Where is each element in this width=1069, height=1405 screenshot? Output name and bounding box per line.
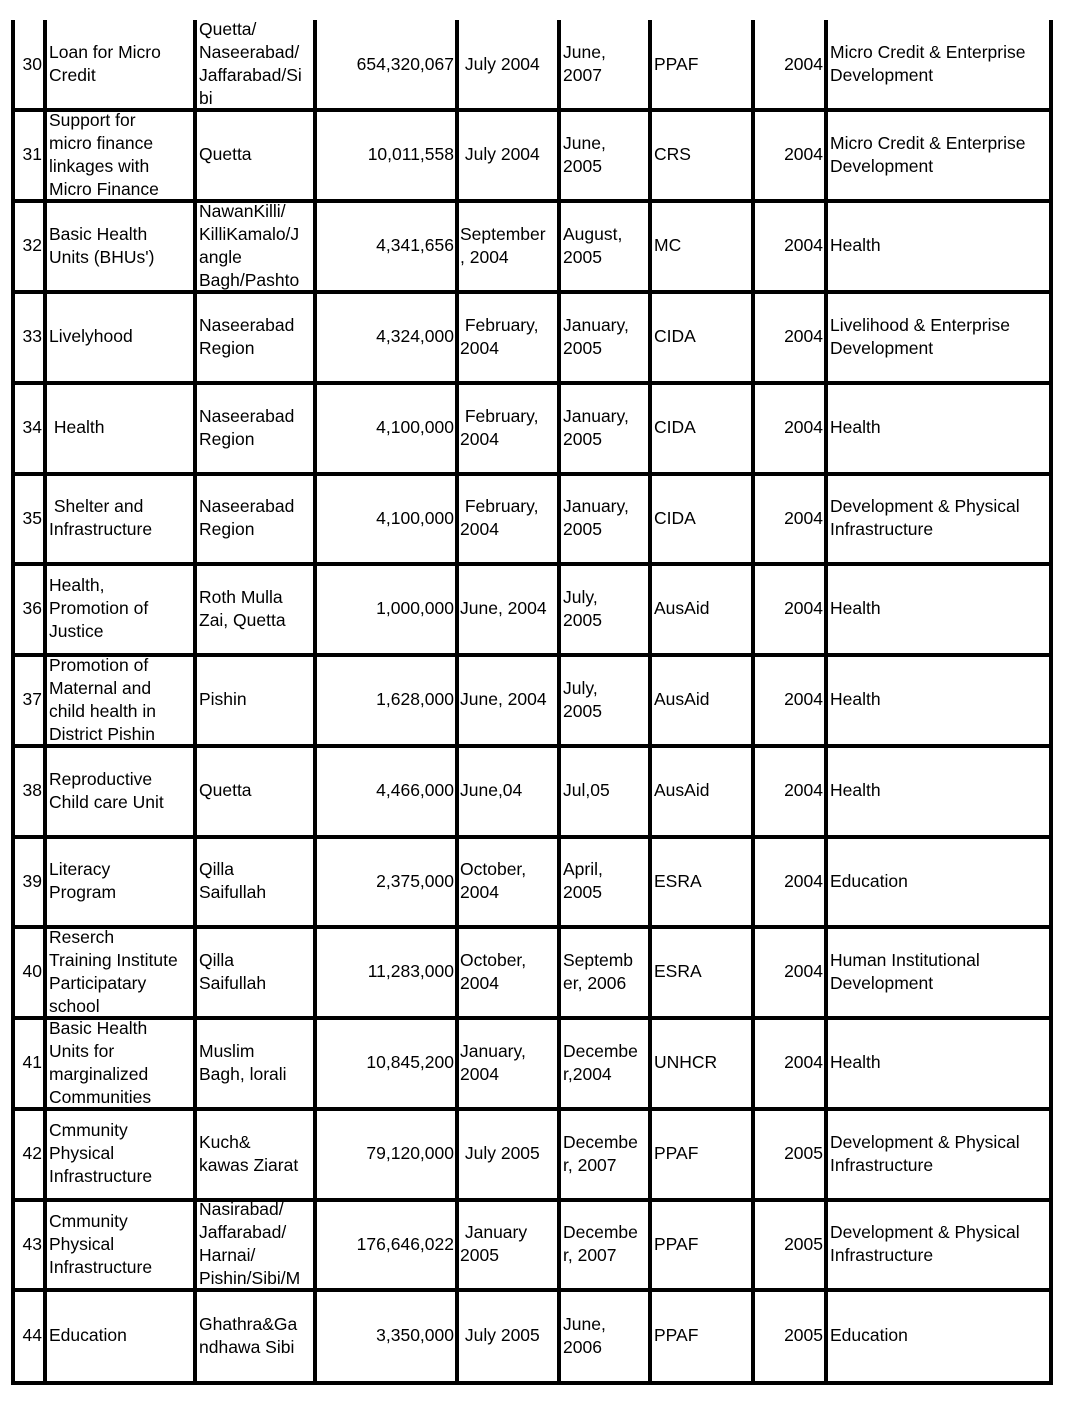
project-name: Health (49, 417, 105, 437)
sector: Health (830, 1052, 881, 1072)
donor: ESRA (654, 961, 702, 981)
end-date: Decembe r, 2007 (563, 1132, 638, 1175)
start-date: January, 2004 (460, 1041, 526, 1084)
donor: PPAF (654, 54, 699, 74)
donor: MC (654, 235, 682, 255)
project-name: Literacy Program (49, 859, 117, 902)
grid-line-amount (455, 20, 459, 1385)
project-amount: 4,341,656 (376, 235, 454, 255)
donor: AusAid (654, 598, 710, 618)
year: 2004 (784, 780, 823, 800)
project-location: Quetta (199, 144, 252, 164)
project-amount: 4,100,000 (376, 508, 454, 528)
end-date: Decembe r,2004 (563, 1041, 638, 1084)
project-name: Cmmunity Physical Infrastructure (49, 1120, 153, 1186)
start-date: July 2004 (460, 54, 540, 74)
year: 2004 (784, 961, 823, 981)
sector: Micro Credit & Enterprise Development (830, 133, 1026, 176)
end-date: Decembe r, 2007 (563, 1222, 638, 1265)
project-amount: 4,100,000 (376, 417, 454, 437)
project-name: Shelter and Infrastructure (49, 496, 153, 539)
start-date: June,04 (460, 780, 523, 800)
sector: Development & Physical Infrastructure (830, 1132, 1020, 1175)
end-date: January, 2005 (563, 315, 629, 358)
year: 2004 (784, 1052, 823, 1072)
project-location: Qilla Saifullah (199, 950, 267, 993)
year: 2004 (784, 54, 823, 74)
donor: UNHCR (654, 1052, 718, 1072)
row-border (11, 472, 1053, 476)
row-number: 38 (22, 780, 42, 800)
year: 2005 (784, 1143, 823, 1163)
grid-line-start (557, 20, 561, 1385)
start-date: June, 2004 (460, 689, 547, 709)
year: 2004 (784, 508, 823, 528)
project-amount: 1,000,000 (376, 598, 454, 618)
donor: PPAF (654, 1234, 699, 1254)
row-number: 41 (22, 1052, 42, 1072)
start-date: July 2005 (460, 1325, 540, 1345)
start-date: February, 2004 (460, 315, 539, 358)
sector: Development & Physical Infrastructure (830, 496, 1020, 539)
start-date: February, 2004 (460, 406, 539, 449)
year: 2004 (784, 326, 823, 346)
row-border (11, 290, 1053, 294)
donor: PPAF (654, 1325, 699, 1345)
row-number: 31 (22, 144, 42, 164)
end-date: July, 2005 (563, 678, 602, 721)
project-location: Naseerabad Region (199, 496, 295, 539)
end-date: July, 2005 (563, 587, 602, 630)
project-name: Basic Health Units for marginalized Communities (49, 1018, 152, 1107)
sector: Human Institutional Development (830, 950, 980, 993)
row-number: 32 (22, 235, 42, 255)
sector: Education (830, 871, 908, 891)
sector: Health (830, 235, 881, 255)
start-date: October, 2004 (460, 950, 527, 993)
project-amount: 79,120,000 (366, 1143, 454, 1163)
row-border (11, 381, 1053, 385)
project-location: Pishin (199, 689, 247, 709)
year: 2004 (784, 598, 823, 618)
end-date: January, 2005 (563, 496, 629, 539)
donor: AusAid (654, 689, 710, 709)
donor: PPAF (654, 1143, 699, 1163)
project-amount: 2,375,000 (376, 871, 454, 891)
project-location: Naseerabad Region (199, 315, 295, 358)
row-number: 36 (22, 598, 42, 618)
row-number: 34 (22, 417, 42, 437)
project-amount: 10,845,200 (366, 1052, 454, 1072)
row-border (11, 562, 1053, 566)
sector: Health (830, 689, 881, 709)
project-location: Qilla Saifullah (199, 859, 267, 902)
project-name: Basic Health Units (BHUs') (49, 224, 155, 267)
donor: CIDA (654, 326, 696, 346)
year: 2004 (784, 144, 823, 164)
grid-line-no (43, 20, 47, 1385)
row-number: 37 (22, 689, 42, 709)
end-date: June, 2007 (563, 42, 606, 85)
project-name: Livelyhood (49, 326, 133, 346)
sector: Development & Physical Infrastructure (830, 1222, 1020, 1265)
donor: CRS (654, 144, 691, 164)
row-border (11, 1381, 1053, 1385)
project-location: Naseerabad Region (199, 406, 295, 449)
end-date: June, 2006 (563, 1314, 606, 1357)
sector: Micro Credit & Enterprise Development (830, 42, 1026, 85)
grid-line-end (648, 20, 652, 1385)
project-name: Health, Promotion of Justice (49, 575, 149, 641)
end-date: January, 2005 (563, 406, 629, 449)
donor: CIDA (654, 508, 696, 528)
project-location: Muslim Bagh, lorali (199, 1041, 287, 1084)
row-number: 40 (22, 961, 42, 981)
year: 2004 (784, 689, 823, 709)
donor: CIDA (654, 417, 696, 437)
project-name: Support for micro finance linkages with Micro Finance (49, 110, 159, 199)
project-amount: 4,324,000 (376, 326, 454, 346)
end-date: Jul,05 (563, 780, 610, 800)
row-number: 44 (22, 1325, 42, 1345)
row-number: 43 (22, 1234, 42, 1254)
row-number: 35 (22, 508, 42, 528)
start-date: October, 2004 (460, 859, 527, 902)
project-name: Promotion of Maternal and child health in District Pishin (49, 655, 157, 744)
row-number: 39 (22, 871, 42, 891)
sector: Health (830, 598, 881, 618)
end-date: August, 2005 (563, 224, 623, 267)
project-amount: 4,466,000 (376, 780, 454, 800)
end-date: April, 2005 (563, 859, 603, 902)
project-name: Reserch Training Institute Participatary school (49, 927, 178, 1016)
project-amount: 10,011,558 (367, 144, 454, 164)
project-location: Quetta (199, 780, 252, 800)
donor: AusAid (654, 780, 710, 800)
row-number: 42 (22, 1143, 42, 1163)
year: 2004 (784, 235, 823, 255)
project-amount: 3,350,000 (376, 1325, 454, 1345)
sector: Livelihood & Enterprise Development (830, 315, 1010, 358)
donor: ESRA (654, 871, 702, 891)
project-amount: 11,283,000 (367, 961, 454, 981)
project-name: Loan for Micro Credit (49, 42, 161, 85)
grid-line-left (11, 20, 15, 1385)
start-date: September , 2004 (460, 224, 546, 267)
row-border (11, 1288, 1053, 1292)
project-location: Kuch& kawas Ziarat (199, 1132, 299, 1175)
project-location: Quetta/ Naseerabad/ Jaffarabad/Si bi (199, 19, 302, 108)
start-date: June, 2004 (460, 598, 547, 618)
year: 2005 (784, 1325, 823, 1345)
grid-line-year (824, 20, 828, 1385)
row-border (11, 835, 1053, 839)
start-date: January 2005 (460, 1222, 528, 1265)
end-date: June, 2005 (563, 133, 606, 176)
row-border (11, 1198, 1053, 1202)
project-amount: 1,628,000 (376, 689, 454, 709)
project-name: Cmmunity Physical Infrastructure (49, 1211, 153, 1277)
project-location: Nasirabad/ Jaffarabad/ Harnai/ Pishin/Sibi/M (199, 1199, 301, 1288)
row-number: 30 (22, 54, 42, 74)
row-number: 33 (22, 326, 42, 346)
project-name: Reproductive Child care Unit (49, 769, 164, 812)
project-location: Ghathra&Ga ndhawa Sibi (199, 1314, 298, 1357)
start-date: July 2005 (460, 1143, 540, 1163)
sector: Health (830, 417, 881, 437)
project-amount: 176,646,022 (356, 1234, 454, 1254)
project-name: Education (49, 1325, 127, 1345)
project-location: NawanKilli/ KilliKamalo/J angle Bagh/Pashto (199, 201, 300, 290)
project-location: Roth Mulla Zai, Quetta (199, 587, 286, 630)
start-date: February, 2004 (460, 496, 539, 539)
project-amount: 654,320,067 (356, 54, 454, 74)
year: 2005 (784, 1234, 823, 1254)
year: 2004 (784, 871, 823, 891)
sector: Education (830, 1325, 908, 1345)
end-date: Septemb er, 2006 (563, 950, 634, 993)
year: 2004 (784, 417, 823, 437)
sector: Health (830, 780, 881, 800)
start-date: July 2004 (460, 144, 540, 164)
